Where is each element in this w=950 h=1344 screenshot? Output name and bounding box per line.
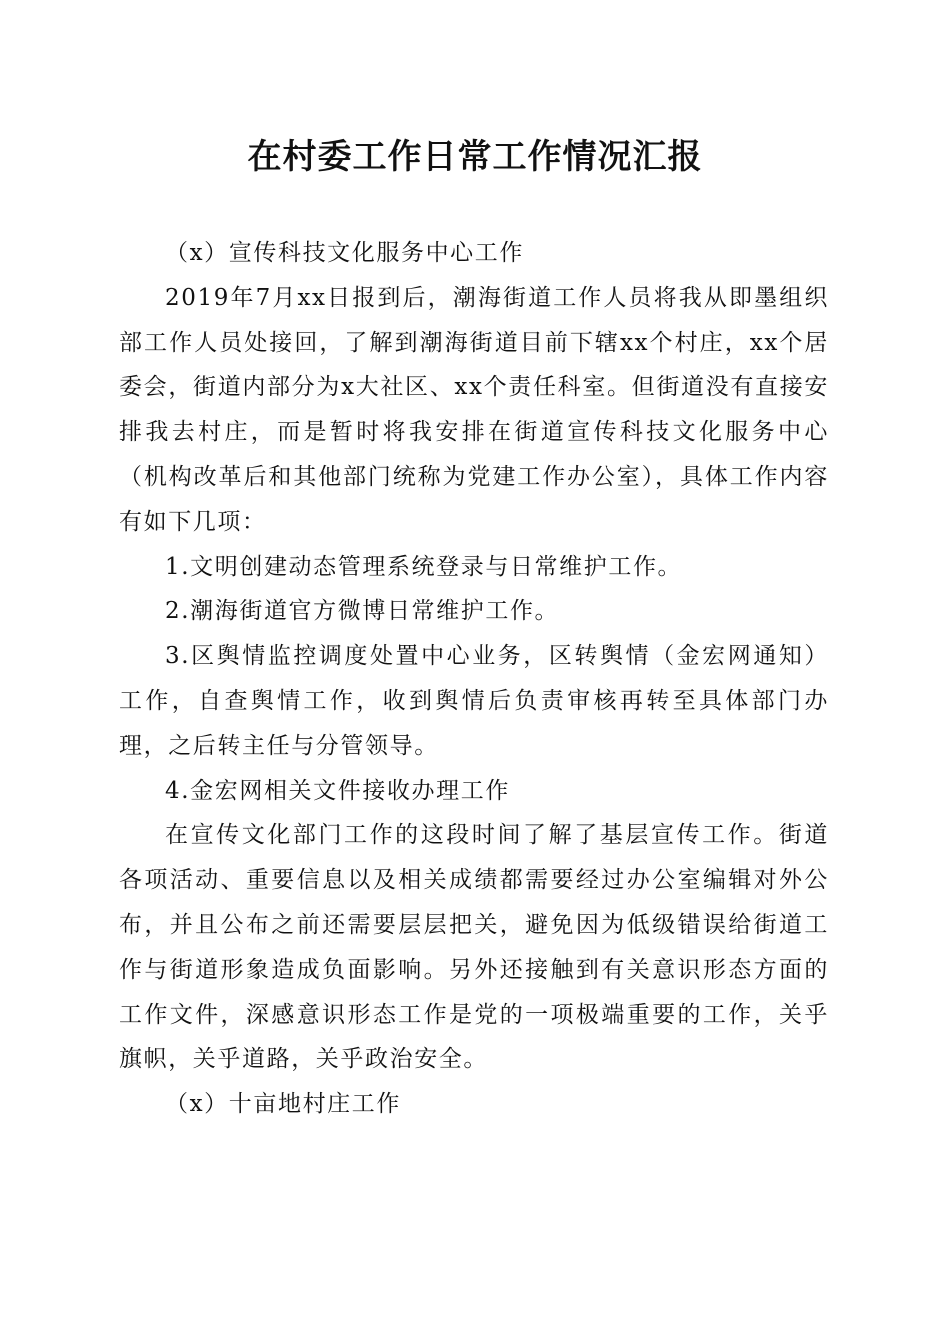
body-paragraph: 在宣传文化部门工作的这段时间了解了基层宣传工作。街道各项活动、重要信息以及相关成绩都需要经过办公室编辑对外公布，并且公布之前还需要层层把关，避免因为低级错误给街道工作与街道形象造成负面影响。另外还接触到有关意识形态方面的工作文件，深感意识形态工作是党的一项极端重要的工作，关乎旗帜，关乎道路，关乎政治安全。 bbox=[119, 822, 829, 1073]
list-item: 4.金宏网相关文件接收办理工作 bbox=[165, 777, 510, 804]
list-item: 1.文明创建动态管理系统登录与日常维护工作。 bbox=[165, 553, 683, 580]
section-heading: （x）十亩地村庄工作 bbox=[165, 1091, 401, 1118]
list-item: 2.潮海街道官方微博日常维护工作。 bbox=[165, 598, 560, 625]
document-title: 在村委工作日常工作情况汇报 bbox=[247, 137, 703, 177]
document-body bbox=[119, 231, 829, 1127]
body-paragraph: 2019年7月xx日报到后，潮海街道工作人员将我从即墨组织部工作人员处接回，了解到潮海街道目前下辖xx个村庄，xx个居委会，街道内部分为x大社区、xx个责任科室。但街道没有直接安排我去村庄，而是暂时将我安排在街道宣传科技文化服务中心（机构改革后和其他部门统称为党建工作办公室），具体工作内容有如下几项： bbox=[119, 284, 829, 535]
section-heading: （x）宣传科技文化服务中心工作 bbox=[165, 240, 524, 266]
list-item: 3.区舆情监控调度处置中心业务，区转舆情（金宏网通知）工作，自查舆情工作，收到舆情后负责审核再转至具体部门办理，之后转主任与分管领导。 bbox=[119, 643, 829, 759]
